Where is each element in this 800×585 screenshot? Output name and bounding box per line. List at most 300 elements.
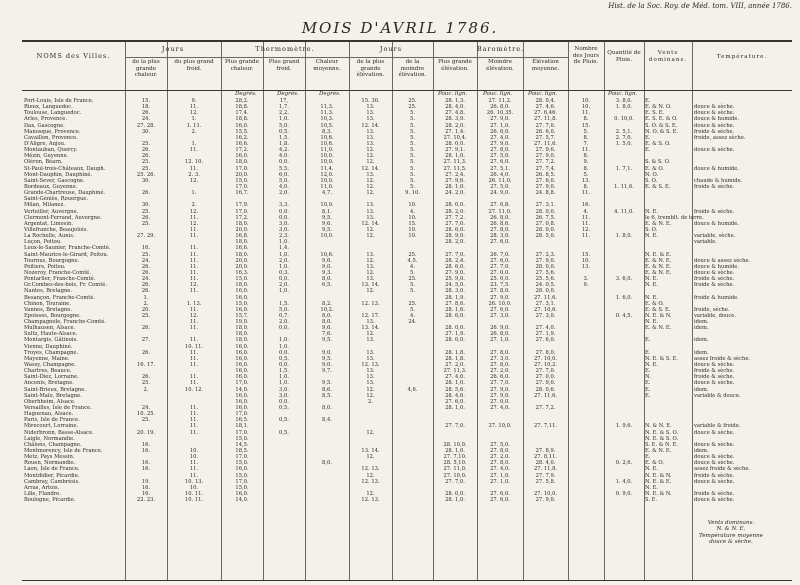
page-title: MOIS D'AVRIL 1786. bbox=[301, 19, 499, 37]
cell-jc: 16. bbox=[141, 466, 151, 473]
cell-te: froide & humide. bbox=[694, 294, 739, 301]
cell-ph: 27. 10,4. bbox=[443, 134, 467, 141]
cell-ville: Cavaillon, Provence. bbox=[24, 134, 78, 141]
header-temperature: Température. bbox=[716, 54, 768, 60]
cell-qp: 3. 6,0. bbox=[615, 276, 633, 283]
cell-jc: 26. bbox=[141, 153, 151, 160]
cell-bh: 12. bbox=[366, 491, 375, 497]
cell-jc: 25. bbox=[141, 251, 151, 258]
cell-bh: 13. bbox=[366, 214, 375, 221]
cell-pb: 26. 11,0. bbox=[488, 177, 512, 184]
cell-pm: 27. 4,6. bbox=[535, 104, 556, 111]
cell-tm: 8,1. bbox=[322, 208, 332, 215]
cell-tf: 4,0. bbox=[279, 153, 289, 160]
cell-pb: 27. 1,0. bbox=[490, 478, 510, 485]
cell-pb: 26. 4,0. bbox=[490, 171, 510, 178]
header-noms: NOMS des Villes. bbox=[36, 52, 111, 60]
cell-tf: 1,0. bbox=[279, 288, 289, 295]
cell-ville: Mont-Dauphin, Dauphiné. bbox=[24, 171, 93, 178]
cell-ville: Poitiers, Poitou. bbox=[24, 263, 66, 270]
cell-jf: 12. bbox=[189, 177, 199, 184]
cell-np: 12. bbox=[581, 226, 591, 233]
cell-vt: N. E. & E. bbox=[645, 478, 672, 485]
table-header bbox=[22, 42, 792, 91]
cell-pb: 27. 8,0. bbox=[490, 349, 510, 356]
header-baro-bas: Moindre élévation. bbox=[486, 59, 514, 72]
cell-np: 8. bbox=[583, 183, 589, 190]
cell-tm: 10,3. bbox=[320, 116, 334, 123]
cell-tf: 0,5. bbox=[279, 405, 289, 412]
cell-ph: 27. 1,4. bbox=[445, 128, 465, 135]
cell-pm: 27. 3,1. bbox=[535, 202, 556, 209]
cell-tf: 4,2. bbox=[279, 147, 289, 154]
cell-qp: 1. 8,0. bbox=[615, 104, 633, 111]
cell-ville: La Rochelle, Aunis. bbox=[24, 233, 75, 240]
cell-np: 10. bbox=[581, 98, 591, 104]
cell-ph: 28. 2,4. bbox=[445, 257, 465, 264]
cell-pb: 27. 0,0. bbox=[490, 398, 510, 405]
cell-bb: 5. bbox=[410, 177, 415, 184]
cell-ville: Clermont-Ferrand, Auvergne. bbox=[24, 214, 102, 221]
unit-label: Pouc. lign. bbox=[438, 91, 468, 97]
cell-tc: 20,0. bbox=[235, 263, 249, 270]
cell-ph: 27. 8,6. bbox=[445, 300, 465, 307]
cell-pb: 27. 11,0. bbox=[488, 208, 512, 215]
legend-line: N. & N. E. bbox=[716, 526, 746, 533]
cell-np: 5. bbox=[583, 171, 589, 178]
cell-tf: 4,0. bbox=[279, 183, 289, 190]
cell-pm: 28. 0,6. bbox=[535, 386, 556, 393]
cell-tc: 16,0. bbox=[235, 466, 249, 473]
cell-tf: 0,5. bbox=[279, 417, 289, 424]
cell-pm: 27. 9,0. bbox=[535, 153, 556, 160]
cell-ph: 27. 1,9. bbox=[445, 331, 465, 338]
cell-vt: E. bbox=[645, 337, 651, 344]
cell-te: douce & humide. bbox=[694, 220, 739, 227]
cell-qp: 0. 9,0. bbox=[615, 491, 633, 497]
cell-pb: 27. 8,0. bbox=[490, 288, 510, 295]
cell-ph: 27. 11,5. bbox=[443, 165, 467, 172]
cell-ville: Lille, Flandre. bbox=[24, 491, 62, 497]
cell-pb: 27. 1,0. bbox=[490, 472, 510, 479]
cell-tf: 0,0. bbox=[279, 276, 289, 283]
cell-tm: 10,6. bbox=[320, 251, 334, 258]
cell-jf: 11. bbox=[189, 251, 199, 258]
cell-vt: le 6, tremblt. de terre. bbox=[645, 214, 704, 221]
cell-bh: 12. bbox=[366, 153, 375, 160]
cell-bh: 13. bbox=[366, 349, 375, 356]
cell-jf: 11. bbox=[189, 226, 199, 233]
cell-qp: 1. 8,0. bbox=[615, 233, 633, 240]
cell-vt: E. bbox=[645, 98, 651, 104]
unit-label: Degrés. bbox=[319, 91, 341, 97]
cell-vt: E. & N. E. bbox=[645, 325, 672, 332]
cell-tc: 17,2. bbox=[235, 147, 249, 154]
cell-qp: 1. 5,0. bbox=[615, 140, 633, 147]
cell-ph: 27. 9,0. bbox=[445, 269, 465, 276]
cell-pb: 27. 6,0. bbox=[490, 497, 510, 504]
cell-ph: 27. 2,0. bbox=[445, 362, 465, 369]
cell-tm: 6,5. bbox=[322, 282, 332, 289]
cell-tm: 11,3. bbox=[320, 104, 334, 111]
cell-te: douce & sèche. bbox=[694, 429, 735, 436]
unit-label: Degrés. bbox=[235, 91, 257, 97]
cell-jf: 11. bbox=[189, 263, 199, 270]
cell-jf: 12. bbox=[189, 220, 199, 227]
cell-tc: 16,0. bbox=[235, 398, 249, 405]
cell-pm: 26. 8,5. bbox=[535, 171, 556, 178]
cell-jc: 26. bbox=[141, 110, 151, 117]
cell-bh: 12. 13. bbox=[361, 300, 380, 307]
cell-ph: 27. 4,6. bbox=[445, 374, 465, 381]
cell-bh: 13. bbox=[366, 140, 375, 147]
cell-ph: 27. 2,4. bbox=[445, 171, 465, 178]
cell-vt: N. & N. E. bbox=[645, 423, 672, 430]
cell-tc: 20,0. bbox=[235, 171, 249, 178]
cell-ph: 28. 4,6. bbox=[445, 392, 465, 399]
cell-ph: 28. 6,0. bbox=[445, 226, 465, 233]
cell-jf: 1. bbox=[191, 116, 197, 123]
cell-pm: 27. 7,9. bbox=[535, 472, 556, 479]
cell-jc: 27. bbox=[141, 337, 151, 344]
cell-vt: E. & N. E. bbox=[645, 263, 672, 270]
cell-vt: N. E. bbox=[645, 233, 658, 240]
cell-jf: 11. bbox=[189, 460, 199, 467]
cell-jc: 25. bbox=[141, 220, 151, 227]
cell-pb: 27. 3,0. bbox=[490, 355, 510, 362]
cell-bb: 10. bbox=[408, 226, 417, 233]
cell-tc: 16,0. bbox=[235, 349, 249, 356]
cell-np: 8. bbox=[583, 134, 589, 141]
cell-tf: 2,0. bbox=[279, 282, 289, 289]
cell-jf: 12. bbox=[189, 282, 199, 289]
table-rows bbox=[22, 98, 792, 580]
cell-tf: 1,0. bbox=[279, 374, 289, 381]
cell-np: 7. bbox=[583, 140, 589, 147]
cell-pm: 27. 7,11. bbox=[533, 423, 558, 430]
cell-ville: Montmorency, Isle de France. bbox=[24, 448, 103, 455]
cell-ville: Besançon, Franche-Comté. bbox=[24, 294, 96, 301]
cell-te: douce & sèche. bbox=[694, 380, 735, 387]
cell-np: 13. bbox=[581, 177, 591, 184]
cell-ville: Saint-Diez, Lorraine. bbox=[24, 374, 79, 381]
cell-bh: 13. bbox=[366, 104, 375, 111]
cell-tf: 1,5. bbox=[279, 134, 289, 141]
cell-pm: 27. 9,0. bbox=[535, 183, 556, 190]
cell-pb: 27. 6,0. bbox=[490, 491, 510, 497]
cell-te: douce & sèche. bbox=[694, 497, 735, 504]
cell-pm: 27. 9,0. bbox=[535, 257, 556, 264]
cell-bb: 5. bbox=[410, 153, 415, 160]
cell-ville: Tournus, Bourgogne. bbox=[24, 257, 80, 264]
cell-tm: 8,0. bbox=[322, 319, 332, 326]
cell-jc: 30. bbox=[141, 177, 151, 184]
cell-vt: N. O. bbox=[645, 171, 659, 178]
cell-pm: 27. 0,8. bbox=[535, 220, 556, 227]
cell-bb: 5. bbox=[410, 116, 415, 123]
cell-pb: 27. 6,0. bbox=[490, 239, 510, 246]
cell-bb: 9. 10. bbox=[405, 190, 420, 197]
cell-bb: 5. bbox=[410, 183, 415, 190]
cell-tm: 12,0. bbox=[320, 171, 334, 178]
cell-te: idem. bbox=[694, 448, 709, 455]
cell-bh: 13. bbox=[366, 337, 375, 344]
cell-pb: 27. 8,0. bbox=[490, 448, 510, 455]
cell-tm: 8,4. bbox=[322, 417, 332, 424]
cell-jc: 25. bbox=[141, 165, 151, 172]
cell-bh: 12. bbox=[366, 472, 375, 479]
cell-pb: 27. 5,1. bbox=[490, 165, 510, 172]
cell-jf: 10. 13. bbox=[184, 478, 204, 485]
cell-jf: 11. bbox=[189, 257, 199, 264]
cell-ville: Mézin, Guyenne. bbox=[24, 153, 69, 160]
cell-np: 8. bbox=[583, 153, 589, 160]
cell-ph: 27. 9,6. bbox=[445, 177, 465, 184]
cell-bh: 12. bbox=[366, 190, 375, 197]
cell-tm: 8,0. bbox=[322, 405, 332, 412]
cell-vt: N. E. & S. E. bbox=[645, 355, 678, 362]
cell-te: douce & humide. bbox=[694, 116, 739, 123]
cell-tf: 0,3. bbox=[279, 269, 289, 276]
cell-vt: E. & S. O. bbox=[645, 140, 671, 147]
cell-ph: 25. 9,0. bbox=[445, 276, 465, 283]
cell-vt: N. E. bbox=[645, 276, 658, 283]
cell-tf: 1,8. bbox=[279, 140, 289, 147]
cell-vt: S. O. bbox=[645, 177, 658, 184]
cell-bh: 13. bbox=[366, 276, 375, 283]
cell-bh: 13. bbox=[366, 380, 375, 387]
cell-tc: 15,0. bbox=[235, 435, 249, 442]
cell-bb: 5. bbox=[410, 269, 415, 276]
cell-pm: 27. 7,4. bbox=[535, 165, 556, 172]
cell-vt: N. E. & N. bbox=[645, 472, 672, 479]
cell-np: 11. bbox=[581, 233, 591, 240]
cell-tm: 11,4. bbox=[320, 165, 334, 172]
cell-vt: E. bbox=[645, 380, 651, 387]
cell-bb: 4,5. bbox=[407, 257, 418, 264]
cell-tf: 2,0. bbox=[279, 190, 289, 197]
cell-qp: 0. 4,5. bbox=[615, 312, 633, 319]
cell-bh: 12. bbox=[366, 429, 375, 436]
cell-np: 3. bbox=[583, 276, 589, 283]
cell-pb: 27. 7,0. bbox=[490, 263, 510, 270]
cell-bh: 13. bbox=[366, 134, 375, 141]
cell-tc: 18,0. bbox=[235, 282, 249, 289]
cell-pb: 27. 5,0. bbox=[490, 183, 510, 190]
cell-pb: 26. 6,0. bbox=[490, 374, 510, 381]
cell-jf: 1. 11. bbox=[186, 122, 202, 129]
cell-tf: 2,2. bbox=[279, 110, 289, 117]
cell-pb: 26. 6,0. bbox=[490, 128, 510, 135]
cell-te: douce & sèche. bbox=[694, 122, 735, 129]
cell-tf: 0,5. bbox=[279, 128, 289, 135]
unit-label: Pouc. lign. bbox=[528, 91, 558, 97]
cell-te: douce & assez sèche. bbox=[694, 257, 751, 264]
cell-tc: 20,0. bbox=[235, 226, 249, 233]
cell-pm: 27. 5,7. bbox=[535, 134, 556, 141]
header-thermo-froid: Plus grand froid. bbox=[268, 59, 300, 72]
cell-bb: 25. bbox=[408, 251, 417, 258]
cell-ville: Rieux, Languedoc. bbox=[24, 104, 73, 111]
cell-te: douce & humide. bbox=[694, 263, 739, 270]
cell-tc: 18,0. bbox=[235, 239, 249, 246]
cell-pm: 27. 6,46. bbox=[533, 110, 558, 117]
cell-tm: 10,5. bbox=[320, 122, 334, 129]
cell-np: 11. bbox=[581, 110, 591, 117]
cell-ph: 28. 3,9. bbox=[445, 116, 465, 123]
cell-tm: 10,0. bbox=[320, 153, 334, 160]
cell-np: 15. bbox=[581, 251, 591, 258]
cell-jf: 1. bbox=[191, 190, 197, 197]
cell-ville: Vannes, Bretagne. bbox=[24, 306, 72, 313]
cell-vt: N. E. & E. bbox=[645, 251, 672, 258]
cell-pm: 27. 11,6. bbox=[533, 140, 558, 147]
cell-jf: 11. bbox=[189, 269, 199, 276]
cell-jf: 11. bbox=[189, 349, 199, 356]
cell-tf: 2,0. bbox=[279, 257, 289, 264]
cell-tc: 16,0. bbox=[235, 405, 249, 412]
cell-ville: Laigle, Normandie. bbox=[24, 435, 75, 442]
cell-np: 13. bbox=[581, 263, 591, 270]
cell-tc: 17,4. bbox=[235, 110, 249, 117]
cell-pm: 27. 7,0. bbox=[535, 122, 556, 129]
header-vents: Vents dominans. bbox=[648, 50, 688, 63]
cell-pb: 27. 7,0. bbox=[490, 380, 510, 387]
cell-tc: 18,8. bbox=[235, 116, 249, 123]
cell-vt: S. E. bbox=[645, 497, 658, 504]
cell-vt: E. bbox=[645, 454, 651, 461]
cell-pb: 27. 8,0. bbox=[490, 460, 510, 467]
cell-te: douce & sèche. bbox=[694, 269, 735, 276]
cell-ville: Haguenau, Alsace. bbox=[24, 411, 74, 418]
cell-vt: N. E. bbox=[645, 466, 658, 473]
cell-vt: S. O. bbox=[645, 226, 658, 233]
cell-bh: 12. 13. bbox=[361, 497, 380, 504]
cell-tc: 18,0. bbox=[235, 159, 249, 166]
cell-ph: 28. 1,0. bbox=[445, 153, 465, 160]
cell-jf: 11. bbox=[189, 380, 199, 387]
header-jours-baro: Jours bbox=[349, 42, 433, 58]
cell-jc: 25. bbox=[141, 159, 151, 166]
cell-jf: 11. bbox=[189, 405, 199, 412]
cell-ph: 27. 7,10. bbox=[443, 454, 467, 461]
cell-pb: 27. 9,0. bbox=[490, 140, 510, 147]
cell-vt: E. & S. E. bbox=[645, 306, 671, 313]
cell-bb: 5. bbox=[410, 159, 415, 166]
cell-tc: 16,0. bbox=[235, 122, 249, 129]
cell-ville: Chinon, Touraine. bbox=[24, 300, 71, 307]
cell-ville: Verteiller, Auvergne. bbox=[24, 208, 79, 215]
cell-ville: Dax, Gascogne. bbox=[24, 122, 65, 129]
cell-tc: 17,2. bbox=[235, 214, 249, 221]
cell-jc: 27. 29. bbox=[136, 233, 156, 240]
cell-te: variable, sèche. bbox=[694, 233, 736, 240]
cell-pm: 27. 3,1. bbox=[535, 300, 556, 307]
table-row bbox=[22, 497, 792, 503]
cell-bb: 15. bbox=[408, 220, 417, 227]
cell-tf: 3,3. bbox=[279, 202, 289, 209]
cell-ph: 27. 7,2. bbox=[445, 214, 465, 221]
cell-jf: 10. 12. bbox=[184, 386, 204, 393]
cell-jc: 20. 19. bbox=[136, 429, 156, 436]
cell-tf: 1,0. bbox=[279, 263, 289, 270]
cell-jc: 26. bbox=[141, 147, 151, 154]
cell-bh: 12. bbox=[366, 392, 375, 399]
cell-pm: 27. 8,0. bbox=[535, 349, 556, 356]
cell-ph: 28. 6,0. bbox=[445, 263, 465, 270]
cell-pm: 27. 10,2. bbox=[533, 362, 558, 369]
cell-tf: 1,0. bbox=[279, 343, 289, 350]
cell-jc: 27. 28. bbox=[136, 122, 156, 129]
cell-ph: 27. 4,8. bbox=[445, 110, 465, 117]
cell-te: idem. bbox=[694, 349, 709, 356]
cell-jf: 1. bbox=[191, 140, 197, 147]
cell-tc: 18,0. bbox=[235, 220, 249, 227]
cell-jf: 11. bbox=[189, 417, 199, 424]
cell-pm: 27. 0,0. bbox=[535, 374, 556, 381]
cell-tc: 17,9. bbox=[235, 202, 249, 209]
cell-pb: 27. 0,0. bbox=[490, 269, 510, 276]
cell-jc: 16. bbox=[141, 245, 151, 252]
cell-vt: E. & N. E. bbox=[645, 257, 672, 264]
cell-ville: Pontarlier, Franche-Comté. bbox=[24, 276, 96, 283]
cell-jc: 26. bbox=[141, 190, 151, 197]
cell-jf: 11. bbox=[189, 165, 199, 172]
cell-pb: 27. 8,0. bbox=[490, 226, 510, 233]
cell-pm: 28. 4,0. bbox=[535, 460, 556, 467]
cell-ph: 28. 2,0. bbox=[445, 122, 465, 129]
cell-ph: 28. 2,0. bbox=[445, 208, 465, 215]
cell-bh: 13. bbox=[366, 110, 375, 117]
cell-jf: 10. bbox=[189, 484, 199, 491]
cell-ville: Wassy, Champagne. bbox=[24, 362, 76, 369]
header-quantite-pluie: Quantité de Pluie. bbox=[607, 50, 641, 63]
cell-tf: 1,5. bbox=[279, 300, 289, 307]
cell-vt: N. E. & S. O. bbox=[645, 435, 679, 442]
cell-tf: 1,0. bbox=[279, 239, 289, 246]
cell-te: idem. bbox=[694, 337, 709, 344]
cell-te: froide & sèche. bbox=[694, 183, 735, 190]
cell-pb: 26. 7,0. bbox=[490, 251, 510, 258]
cell-tc: 18,5. bbox=[235, 448, 249, 455]
cell-pb: 26. 8,0. bbox=[490, 331, 510, 338]
cell-ph: 27. 7,0. bbox=[445, 478, 465, 485]
cell-ville: Rouen, Normandie. bbox=[24, 460, 76, 467]
cell-tf: 0,0. bbox=[279, 214, 289, 221]
cell-bh: 12. bbox=[366, 288, 375, 295]
cell-tm: 8,6. bbox=[322, 386, 332, 393]
cell-tc: 18,0. bbox=[235, 331, 249, 338]
cell-vt: N. E. bbox=[645, 282, 658, 289]
cell-pm: 28. 0,0. bbox=[535, 288, 556, 295]
cell-pb: 27. 8,0. bbox=[490, 362, 510, 369]
legend-line: douce & sèche. bbox=[709, 538, 753, 545]
cell-jc: 26. bbox=[141, 374, 151, 381]
cell-bh: 13. bbox=[366, 263, 375, 270]
cell-ph: 28. 1,8. bbox=[445, 349, 465, 356]
cell-jf: 12. bbox=[189, 110, 199, 117]
cell-bh: 12. 13. bbox=[361, 466, 380, 473]
cell-tc: 16,0. bbox=[235, 306, 249, 313]
cell-pb: 27. 4,0. bbox=[490, 405, 510, 412]
cell-tm: 9,5. bbox=[322, 380, 332, 387]
cell-tf: 1,4. bbox=[279, 245, 289, 252]
cell-pb: 27. 11,2. bbox=[488, 98, 512, 104]
cell-pb: 27. 9,0. bbox=[490, 386, 510, 393]
cell-pb: 27. 1,0. bbox=[490, 122, 510, 129]
cell-bb: 10. bbox=[408, 202, 417, 209]
cell-te: froide & sèche. bbox=[694, 276, 735, 283]
